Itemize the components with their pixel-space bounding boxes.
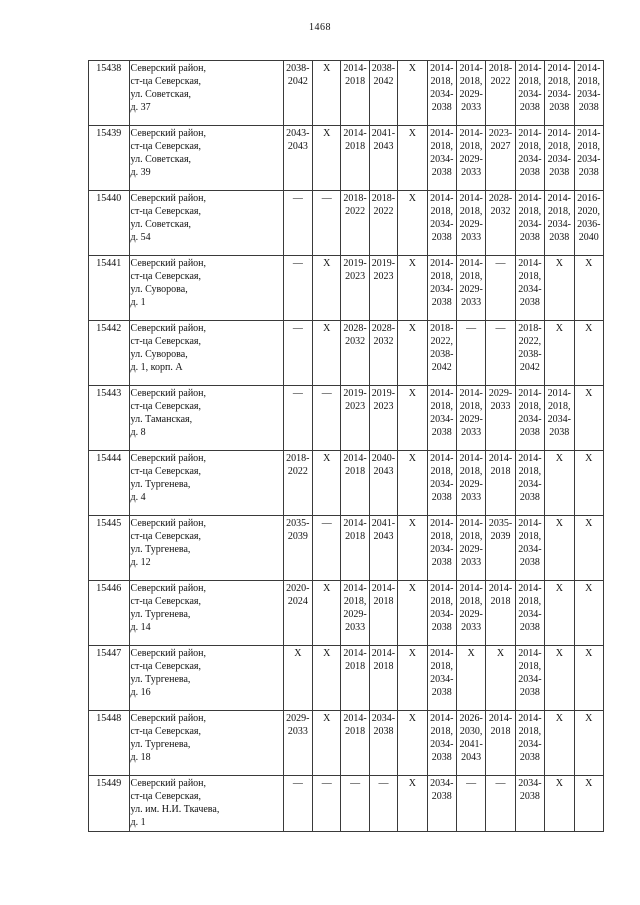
address-cell <box>129 126 283 191</box>
period-cell: 2014- 2018 <box>486 711 515 776</box>
address-line: ст-ца Северская, <box>130 466 201 477</box>
address-line: д. 8 <box>130 427 146 438</box>
address-line: д. 39 <box>130 167 151 178</box>
period-cell: 2014- 2018, 2034- 2038 <box>515 581 544 646</box>
address-cell <box>129 61 283 126</box>
period-cell: 2014- 2018 <box>486 451 515 516</box>
period-cell: X <box>398 386 427 451</box>
period-cell: X <box>574 321 604 386</box>
period-cell: 2014- 2018, 2034- 2038 <box>427 256 456 321</box>
period-cell: 2019- 2023 <box>341 386 369 451</box>
address-line: ул. Тургенева, <box>130 674 191 685</box>
period-cell: 2019- 2023 <box>369 256 397 321</box>
period-cell: — <box>283 191 312 256</box>
period-cell: 2014- 2018, 2034- 2038 <box>515 646 544 711</box>
address-line: ул. Советская, <box>130 89 192 100</box>
record-number-cell: 15443 <box>89 386 130 451</box>
period-cell: 2014- 2018 <box>341 451 369 516</box>
address-line: ул. Таманская, <box>130 414 193 425</box>
period-cell: — <box>283 256 312 321</box>
period-cell: 2020- 2024 <box>283 581 312 646</box>
period-cell: 2026- 2030, 2041- 2043 <box>456 711 485 776</box>
period-cell: 2018- 2022 <box>486 61 515 126</box>
period-cell: 2014- 2018, 2034- 2038 <box>515 61 544 126</box>
period-cell: — <box>456 776 485 832</box>
period-cell: 2038- 2042 <box>283 61 312 126</box>
period-cell: X <box>398 581 427 646</box>
period-cell: 2014- 2018, 2034- 2038 <box>427 126 456 191</box>
table-row <box>89 61 604 126</box>
period-cell: — <box>283 386 312 451</box>
period-cell: 2018- 2022 <box>341 191 369 256</box>
address-line: ст-ца Северская, <box>130 271 201 282</box>
period-cell: X <box>398 776 427 832</box>
page-number: 1468 <box>309 22 331 33</box>
table-row <box>89 581 604 646</box>
table-row <box>89 646 604 711</box>
period-cell: 2014- 2018 <box>341 646 369 711</box>
period-cell: — <box>486 776 515 832</box>
period-cell: — <box>313 776 341 832</box>
address-line: д. 1, корп. А <box>130 362 183 373</box>
period-cell: 2035- 2039 <box>283 516 312 581</box>
period-cell: 2034- 2038 <box>369 711 397 776</box>
period-cell: X <box>313 451 341 516</box>
period-cell: 2014- 2018, 2034- 2038 <box>515 516 544 581</box>
period-cell: X <box>398 126 427 191</box>
address-cell <box>129 191 283 256</box>
address-line: д. 14 <box>130 622 151 633</box>
period-cell: 2029- 2033 <box>486 386 515 451</box>
period-cell: 2028- 2032 <box>341 321 369 386</box>
period-cell: 2014- 2018, 2034- 2038 <box>427 451 456 516</box>
period-cell: X <box>398 61 427 126</box>
address-line: ст-ца Северская, <box>130 726 201 737</box>
period-cell: 2014- 2018, 2034- 2038 <box>545 386 574 451</box>
record-number-cell: 15446 <box>89 581 130 646</box>
period-cell: X <box>545 776 574 832</box>
record-number-cell: 15438 <box>89 61 130 126</box>
period-cell: X <box>398 646 427 711</box>
record-number-cell: 15447 <box>89 646 130 711</box>
period-cell: 2035- 2039 <box>486 516 515 581</box>
period-cell: 2014- 2018, 2029- 2033 <box>456 581 485 646</box>
period-cell: 2014- 2018, 2034- 2038 <box>574 126 604 191</box>
address-line: д. 1 <box>130 817 146 828</box>
address-line: д. 16 <box>130 687 151 698</box>
period-cell: 2014- 2018 <box>341 126 369 191</box>
period-cell: 2038- 2042 <box>369 61 397 126</box>
address-line: ст-ца Северская, <box>130 531 201 542</box>
period-cell: 2041- 2043 <box>369 516 397 581</box>
table-row <box>89 191 604 256</box>
period-cell: 2028- 2032 <box>369 321 397 386</box>
table-row <box>89 516 604 581</box>
period-cell: X <box>574 386 604 451</box>
address-line: д. 54 <box>130 232 151 243</box>
address-cell <box>129 516 283 581</box>
period-cell: 2014- 2018, 2029- 2033 <box>341 581 369 646</box>
period-cell: 2034- 2038 <box>427 776 456 832</box>
period-cell: 2040- 2043 <box>369 451 397 516</box>
address-line: Северский район, <box>130 128 207 139</box>
address-line: ст-ца Северская, <box>130 141 201 152</box>
period-cell: X <box>545 451 574 516</box>
address-line: ст-ца Северская, <box>130 661 201 672</box>
period-cell: 2014- 2018, 2034- 2038 <box>545 191 574 256</box>
period-cell: X <box>486 646 515 711</box>
period-cell: 2014- 2018, 2029- 2033 <box>456 386 485 451</box>
address-line: ст-ца Северская, <box>130 791 201 802</box>
period-cell: X <box>574 646 604 711</box>
period-cell: 2014- 2018, 2034- 2038 <box>515 256 544 321</box>
record-number-cell: 15444 <box>89 451 130 516</box>
period-cell: X <box>398 256 427 321</box>
address-line: ул. Советская, <box>130 154 192 165</box>
address-cell <box>129 321 283 386</box>
address-line: д. 1 <box>130 297 146 308</box>
address-line: Северский район, <box>130 453 207 464</box>
period-cell: — <box>283 776 312 832</box>
period-cell: — <box>369 776 397 832</box>
period-cell: X <box>398 516 427 581</box>
period-cell: 2014- 2018 <box>341 516 369 581</box>
period-cell: 2014- 2018, 2034- 2038 <box>574 61 604 126</box>
period-cell: X <box>545 516 574 581</box>
address-line: ст-ца Северская, <box>130 596 201 607</box>
period-cell: 2019- 2023 <box>369 386 397 451</box>
address-cell <box>129 776 283 832</box>
period-cell: X <box>283 646 312 711</box>
address-line: Северский район, <box>130 648 207 659</box>
period-cell: 2014- 2018, 2034- 2038 <box>427 711 456 776</box>
address-line: Северский район, <box>130 778 207 789</box>
period-cell: 2014- 2018, 2029- 2033 <box>456 191 485 256</box>
housing-registry-table <box>88 60 604 832</box>
address-line: Северский район, <box>130 713 207 724</box>
period-cell: 2014- 2018 <box>341 711 369 776</box>
period-cell: 2018- 2022 <box>283 451 312 516</box>
period-cell: X <box>574 711 604 776</box>
period-cell: 2023- 2027 <box>486 126 515 191</box>
period-cell: 2043- 2043 <box>283 126 312 191</box>
period-cell: 2014- 2018, 2034- 2038 <box>427 61 456 126</box>
table-row <box>89 321 604 386</box>
address-line: ул. Советская, <box>130 219 192 230</box>
period-cell: 2018- 2022, 2038- 2042 <box>427 321 456 386</box>
period-cell: 2014- 2018, 2034- 2038 <box>545 61 574 126</box>
address-line: ул. Тургенева, <box>130 479 191 490</box>
period-cell: 2028- 2032 <box>486 191 515 256</box>
period-cell: 2016- 2020, 2036- 2040 <box>574 191 604 256</box>
period-cell: X <box>574 581 604 646</box>
period-cell: 2014- 2018, 2034- 2038 <box>515 451 544 516</box>
address-line: ул. Тургенева, <box>130 739 191 750</box>
record-number-cell: 15441 <box>89 256 130 321</box>
period-cell: X <box>574 516 604 581</box>
period-cell: 2014- 2018, 2034- 2038 <box>515 386 544 451</box>
period-cell: X <box>545 256 574 321</box>
period-cell: X <box>398 191 427 256</box>
table-row <box>89 386 604 451</box>
period-cell: 2014- 2018, 2029- 2033 <box>456 126 485 191</box>
period-cell: 2014- 2018, 2029- 2033 <box>456 516 485 581</box>
period-cell: 2019- 2023 <box>341 256 369 321</box>
period-cell: 2014- 2018, 2029- 2033 <box>456 61 485 126</box>
address-line: ул. Суворова, <box>130 349 188 360</box>
period-cell: 2014- 2018 <box>369 581 397 646</box>
record-number-cell: 15449 <box>89 776 130 832</box>
period-cell: 2029- 2033 <box>283 711 312 776</box>
period-cell: X <box>313 711 341 776</box>
address-cell <box>129 581 283 646</box>
address-line: д. 4 <box>130 492 146 503</box>
period-cell: — <box>456 321 485 386</box>
address-line: д. 18 <box>130 752 151 763</box>
period-cell: X <box>574 451 604 516</box>
table-body <box>89 61 604 832</box>
table-row <box>89 256 604 321</box>
period-cell: X <box>398 711 427 776</box>
address-line: д. 37 <box>130 102 151 113</box>
period-cell: 2014- 2018 <box>369 646 397 711</box>
record-number-cell: 15448 <box>89 711 130 776</box>
period-cell: 2014- 2018, 2034- 2038 <box>515 711 544 776</box>
period-cell: — <box>283 321 312 386</box>
address-line: д. 12 <box>130 557 151 568</box>
period-cell: — <box>486 256 515 321</box>
period-cell: 2014- 2018 <box>486 581 515 646</box>
address-line: ул. им. Н.И. Ткачева, <box>130 804 220 815</box>
address-line: Северский район, <box>130 518 207 529</box>
period-cell: X <box>545 581 574 646</box>
period-cell: 2041- 2043 <box>369 126 397 191</box>
period-cell: 2014- 2018, 2034- 2038 <box>427 581 456 646</box>
record-number-cell: 15439 <box>89 126 130 191</box>
period-cell: 2014- 2018, 2034- 2038 <box>515 126 544 191</box>
period-cell: X <box>313 126 341 191</box>
period-cell: 2034- 2038 <box>515 776 544 832</box>
period-cell: 2014- 2018, 2034- 2038 <box>545 126 574 191</box>
period-cell: 2014- 2018, 2034- 2038 <box>427 386 456 451</box>
address-line: Северский район, <box>130 583 207 594</box>
period-cell: X <box>456 646 485 711</box>
period-cell: X <box>313 646 341 711</box>
period-cell: X <box>574 776 604 832</box>
address-line: Северский район, <box>130 388 207 399</box>
period-cell: 2014- 2018, 2034- 2038 <box>515 191 544 256</box>
address-cell <box>129 256 283 321</box>
table-row <box>89 126 604 191</box>
address-line: Северский район, <box>130 323 207 334</box>
period-cell: — <box>313 191 341 256</box>
period-cell: 2018- 2022, 2038- 2042 <box>515 321 544 386</box>
period-cell: 2014- 2018, 2029- 2033 <box>456 451 485 516</box>
period-cell: — <box>486 321 515 386</box>
period-cell: X <box>574 256 604 321</box>
table-row <box>89 711 604 776</box>
record-number-cell: 15445 <box>89 516 130 581</box>
period-cell: X <box>313 256 341 321</box>
address-line: ул. Суворова, <box>130 284 188 295</box>
address-line: Северский район, <box>130 258 207 269</box>
address-line: ул. Тургенева, <box>130 609 191 620</box>
period-cell: — <box>313 386 341 451</box>
record-number-cell: 15440 <box>89 191 130 256</box>
address-line: ст-ца Северская, <box>130 76 201 87</box>
address-line: ст-ца Северская, <box>130 206 201 217</box>
period-cell: — <box>341 776 369 832</box>
period-cell: 2014- 2018 <box>341 61 369 126</box>
address-cell <box>129 646 283 711</box>
period-cell: 2014- 2018, 2034- 2038 <box>427 516 456 581</box>
period-cell: X <box>398 321 427 386</box>
address-line: Северский район, <box>130 193 207 204</box>
address-line: ст-ца Северская, <box>130 401 201 412</box>
period-cell: 2014- 2018, 2029- 2033 <box>456 256 485 321</box>
period-cell: 2014- 2018, 2034- 2038 <box>427 191 456 256</box>
address-cell <box>129 451 283 516</box>
table-row <box>89 776 604 832</box>
period-cell: X <box>313 321 341 386</box>
address-line: ст-ца Северская, <box>130 336 201 347</box>
address-line: ул. Тургенева, <box>130 544 191 555</box>
period-cell: X <box>545 321 574 386</box>
period-cell: X <box>545 646 574 711</box>
period-cell: X <box>313 581 341 646</box>
period-cell: 2014- 2018, 2034- 2038 <box>427 646 456 711</box>
period-cell: X <box>398 451 427 516</box>
address-cell <box>129 386 283 451</box>
table-row <box>89 451 604 516</box>
period-cell: X <box>545 711 574 776</box>
record-number-cell: 15442 <box>89 321 130 386</box>
period-cell: — <box>313 516 341 581</box>
period-cell: 2018- 2022 <box>369 191 397 256</box>
address-cell <box>129 711 283 776</box>
period-cell: X <box>313 61 341 126</box>
address-line: Северский район, <box>130 63 207 74</box>
